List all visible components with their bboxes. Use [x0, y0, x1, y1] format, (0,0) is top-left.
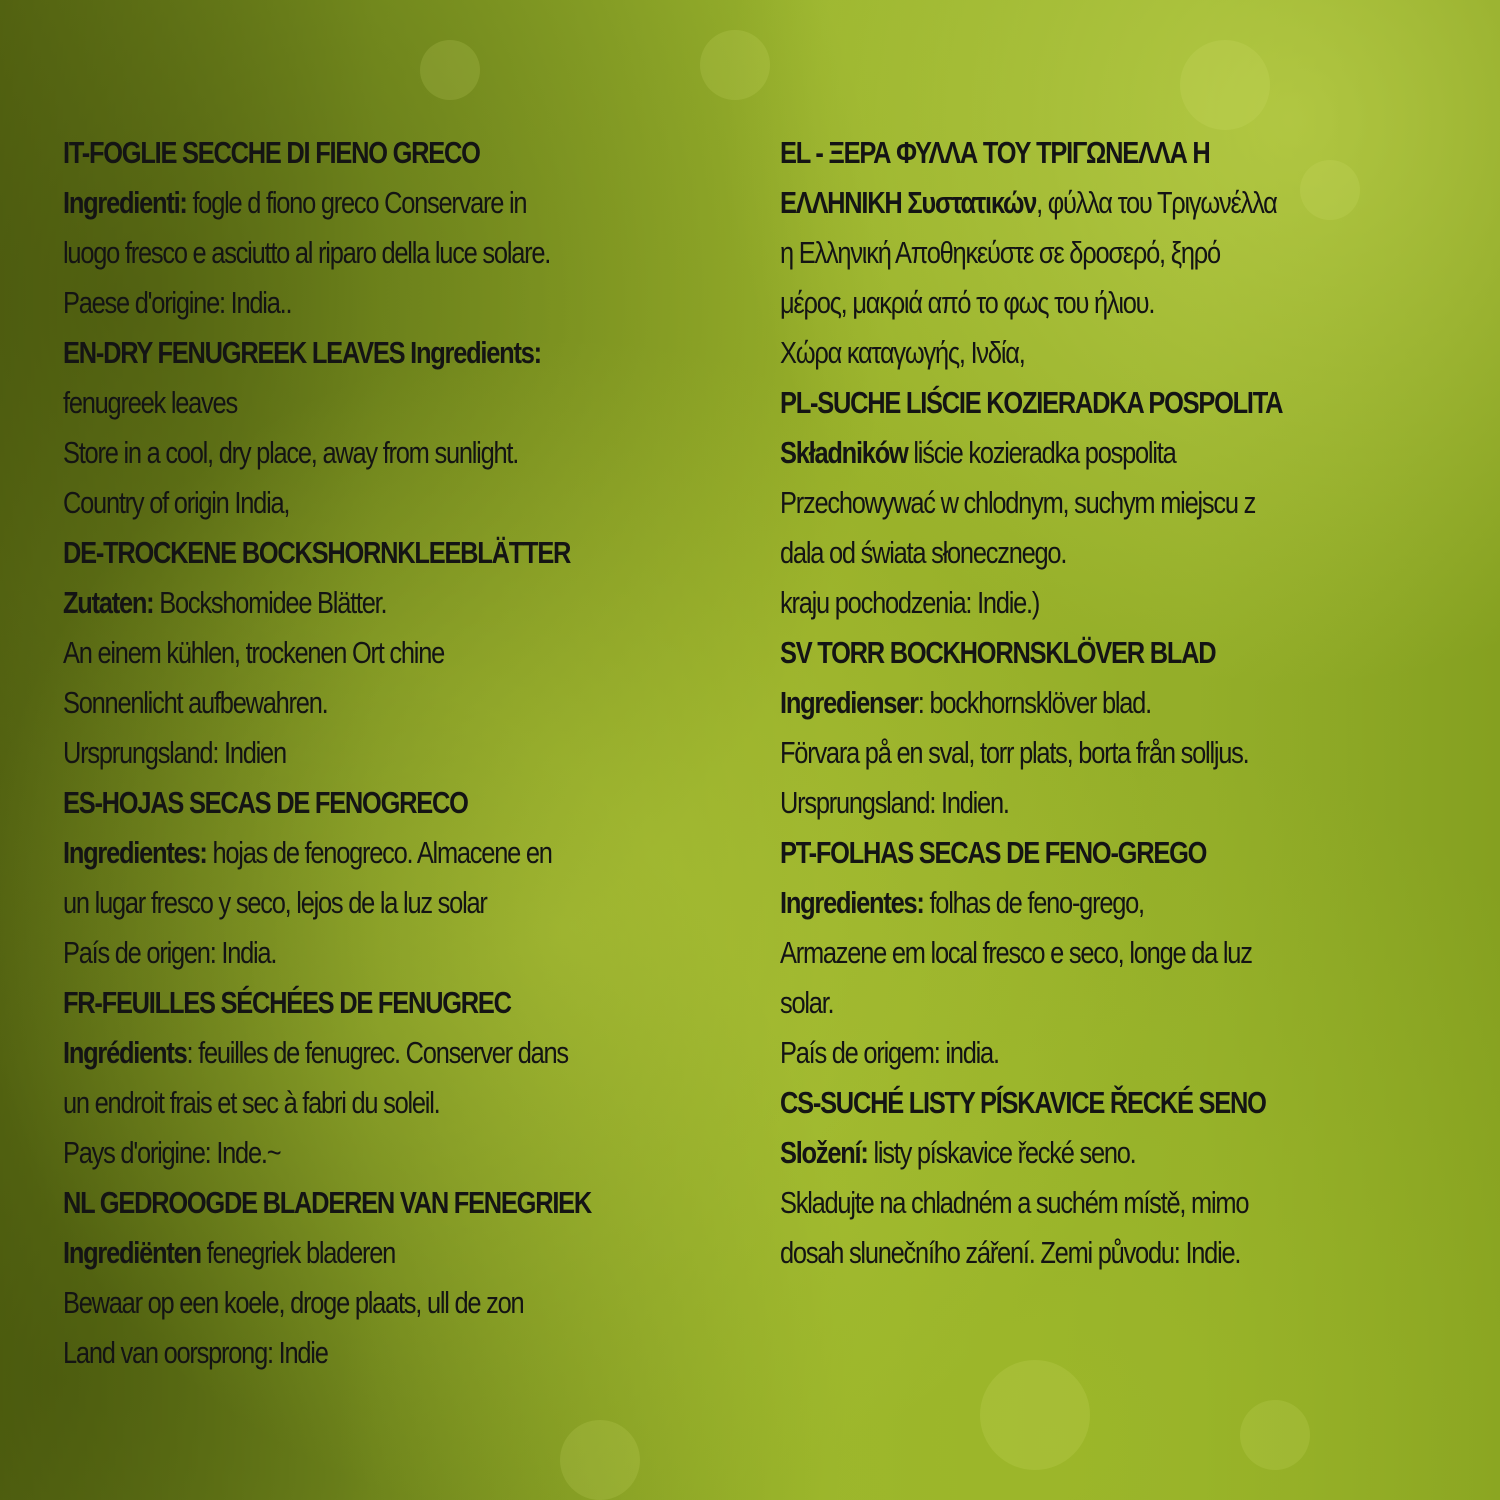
body-text: fogle d fiono greco Conservare in: [186, 185, 527, 220]
bold-text: DE-TROCKENE BOCKSHORNKLEEBLÄTTER: [63, 535, 571, 570]
bokeh-spot: [1240, 1400, 1310, 1470]
bold-text: EN-DRY FENUGREEK LEAVES Ingredients:: [63, 335, 541, 370]
bold-text: ES-HOJAS SECAS DE FENOGRECO: [63, 785, 468, 820]
label-line: [63, 1028, 591, 1078]
body-text: País de origen: India.: [63, 935, 277, 970]
label-line: [63, 578, 591, 628]
bold-text: Ingredientes:: [63, 835, 207, 870]
body-text: Förvara på en sval, torr plats, borta från solljus.: [780, 735, 1249, 770]
section-heading: [780, 628, 1282, 678]
bold-text: EL - ΞΕΡΑ ΦΥΛΛΑ ΤΟΥ ΤΡΙΓΩΝΕΛΛΑ Η: [780, 135, 1210, 170]
body-text: Bockshomidee Blätter.: [153, 585, 387, 620]
bokeh-spot: [1180, 40, 1270, 130]
label-line: [63, 1228, 591, 1278]
label-line: [63, 228, 591, 278]
label-line: [63, 728, 591, 778]
label-line: [63, 928, 591, 978]
bold-text: FR-FEUILLES SÉCHÉES DE FENUGREC: [63, 985, 511, 1020]
section-heading: [780, 128, 1282, 178]
body-text: solar.: [780, 985, 834, 1020]
section-heading: [63, 778, 591, 828]
label-line: [780, 728, 1282, 778]
body-text: : bockhornsklöver blad.: [917, 685, 1151, 720]
label-line: [780, 928, 1282, 978]
label-line: [780, 278, 1282, 328]
label-line: [780, 178, 1282, 228]
bold-text: Składników: [780, 435, 908, 470]
label-line: [63, 428, 591, 478]
bold-text: Složení:: [780, 1135, 868, 1170]
body-text: folhas de feno-grego,: [923, 885, 1144, 920]
section-heading: [780, 828, 1282, 878]
label-line: [780, 578, 1282, 628]
label-line: [63, 1328, 591, 1378]
body-text: fenugreek leaves: [63, 385, 237, 420]
bold-text: CS-SUCHÉ LISTY PÍSKAVICE ŘECKÉ SENO: [780, 1085, 1266, 1120]
body-text: Paese d'origine: India..: [63, 285, 292, 320]
label-line: [780, 428, 1282, 478]
label-column-right: [780, 128, 1282, 1278]
label-line: [780, 1028, 1282, 1078]
body-text: liście kozieradka pospolita: [907, 435, 1176, 470]
bold-text: Ingredientes:: [780, 885, 924, 920]
label-line: [63, 1078, 591, 1128]
bold-text: Ingrédients: [63, 1035, 187, 1070]
section-heading: [63, 978, 591, 1028]
label-line: [780, 678, 1282, 728]
label-line: [780, 1178, 1282, 1228]
body-text: País de origem: india.: [780, 1035, 999, 1070]
label-line: [780, 778, 1282, 828]
bold-text: Zutaten:: [63, 585, 154, 620]
body-text: Ursprungsland: Indien.: [780, 785, 1009, 820]
label-line: [63, 478, 591, 528]
section-heading: [63, 528, 591, 578]
label-line: [63, 878, 591, 928]
bold-text: Ingrediënten: [63, 1235, 201, 1270]
bold-text: NL GEDROOGDE BLADEREN VAN FENEGRIEK: [63, 1185, 592, 1220]
body-text: kraju pochodzenia: Indie.): [780, 585, 1040, 620]
body-text: Store in a cool, dry place, away from sunlight.: [63, 435, 519, 470]
body-text: fenegriek bladeren: [200, 1235, 396, 1270]
label-line: [780, 1128, 1282, 1178]
body-text: Skladujte na chladném a suchém místě, mimo: [780, 1185, 1249, 1220]
label-line: [63, 278, 591, 328]
body-text: un endroit frais et sec à fabri du soleil.: [63, 1085, 440, 1120]
bokeh-spot: [980, 1360, 1090, 1470]
label-line: [63, 1128, 591, 1178]
label-line: [63, 378, 591, 428]
body-text: Bewaar op een koele, droge plaats, ull de zon: [63, 1285, 524, 1320]
bokeh-spot: [420, 40, 480, 100]
label-line: [63, 178, 591, 228]
bold-text: PL-SUCHE LIŚCIE KOZIERADKA POSPOLITA: [780, 385, 1283, 420]
section-heading: [63, 1178, 591, 1228]
section-heading: [63, 128, 591, 178]
bold-text: Ingredienser: [780, 685, 918, 720]
label-line: [780, 478, 1282, 528]
label-line: [780, 978, 1282, 1028]
label-line: [780, 228, 1282, 278]
section-heading: [780, 378, 1282, 428]
bokeh-spot: [700, 30, 770, 100]
body-text: Χώρα καταγωγής, Ινδία,: [780, 335, 1025, 370]
body-text: μέρος, μακριά από το φως του ήλιου.: [780, 285, 1155, 320]
body-text: Armazene em local fresco e seco, longe da luz: [780, 935, 1252, 970]
body-text: Ursprungsland: Indien: [63, 735, 286, 770]
body-text: un lugar fresco y seco, lejos de la luz solar: [63, 885, 487, 920]
bold-text: SV TORR BOCKHORNSKLÖVER BLAD: [780, 635, 1216, 670]
body-text: Przechowywać w chlodnym, suchym miejscu z: [780, 485, 1256, 520]
bold-text: Ingredienti:: [63, 185, 187, 220]
body-text: dosah slunečního záření. Zemi původu: Indie.: [780, 1235, 1241, 1270]
bokeh-spot: [560, 1420, 640, 1500]
body-text: η Ελληνική Αποθηκεύστε σε δροσερό, ξηρό: [780, 235, 1220, 270]
body-text: hojas de fenogreco. Almacene en: [206, 835, 552, 870]
bokeh-spot: [1300, 160, 1360, 220]
body-text: dala od światа słonecznego.: [780, 535, 1067, 570]
body-text: : feuilles de fenugrec. Conserver dans: [186, 1035, 568, 1070]
body-text: Sonnenlicht aufbewahren.: [63, 685, 328, 720]
body-text: , φύλλα του Τριγωνέλλα: [1036, 185, 1277, 220]
section-heading: [780, 1078, 1282, 1128]
body-text: listy pískavice řecké seno.: [867, 1135, 1136, 1170]
label-column-left: [63, 128, 591, 1378]
label-line: [63, 678, 591, 728]
label-line: [63, 828, 591, 878]
body-text: Land van oorsprong: Indie: [63, 1335, 328, 1370]
label-line: [780, 328, 1282, 378]
body-text: An einem kühlen, trockenen Ort chine: [63, 635, 445, 670]
label-line: [780, 1228, 1282, 1278]
bold-text: ΕΛΛΗΝΙΚΗ Συστατικών: [780, 185, 1037, 220]
bold-text: PT-FOLHAS SECAS DE FENO-GREGO: [780, 835, 1207, 870]
label-line: [780, 528, 1282, 578]
bold-text: IT-FOGLIE SECCHE DI FIENO GRECO: [63, 135, 480, 170]
label-line: [780, 878, 1282, 928]
section-heading: [63, 328, 591, 378]
label-line: [63, 628, 591, 678]
body-text: Country of origin India,: [63, 485, 290, 520]
body-text: Pays d'origine: Inde.~: [63, 1135, 281, 1170]
body-text: luogo fresco e asciutto al riparo della luce solare.: [63, 235, 551, 270]
label-line: [63, 1278, 591, 1328]
